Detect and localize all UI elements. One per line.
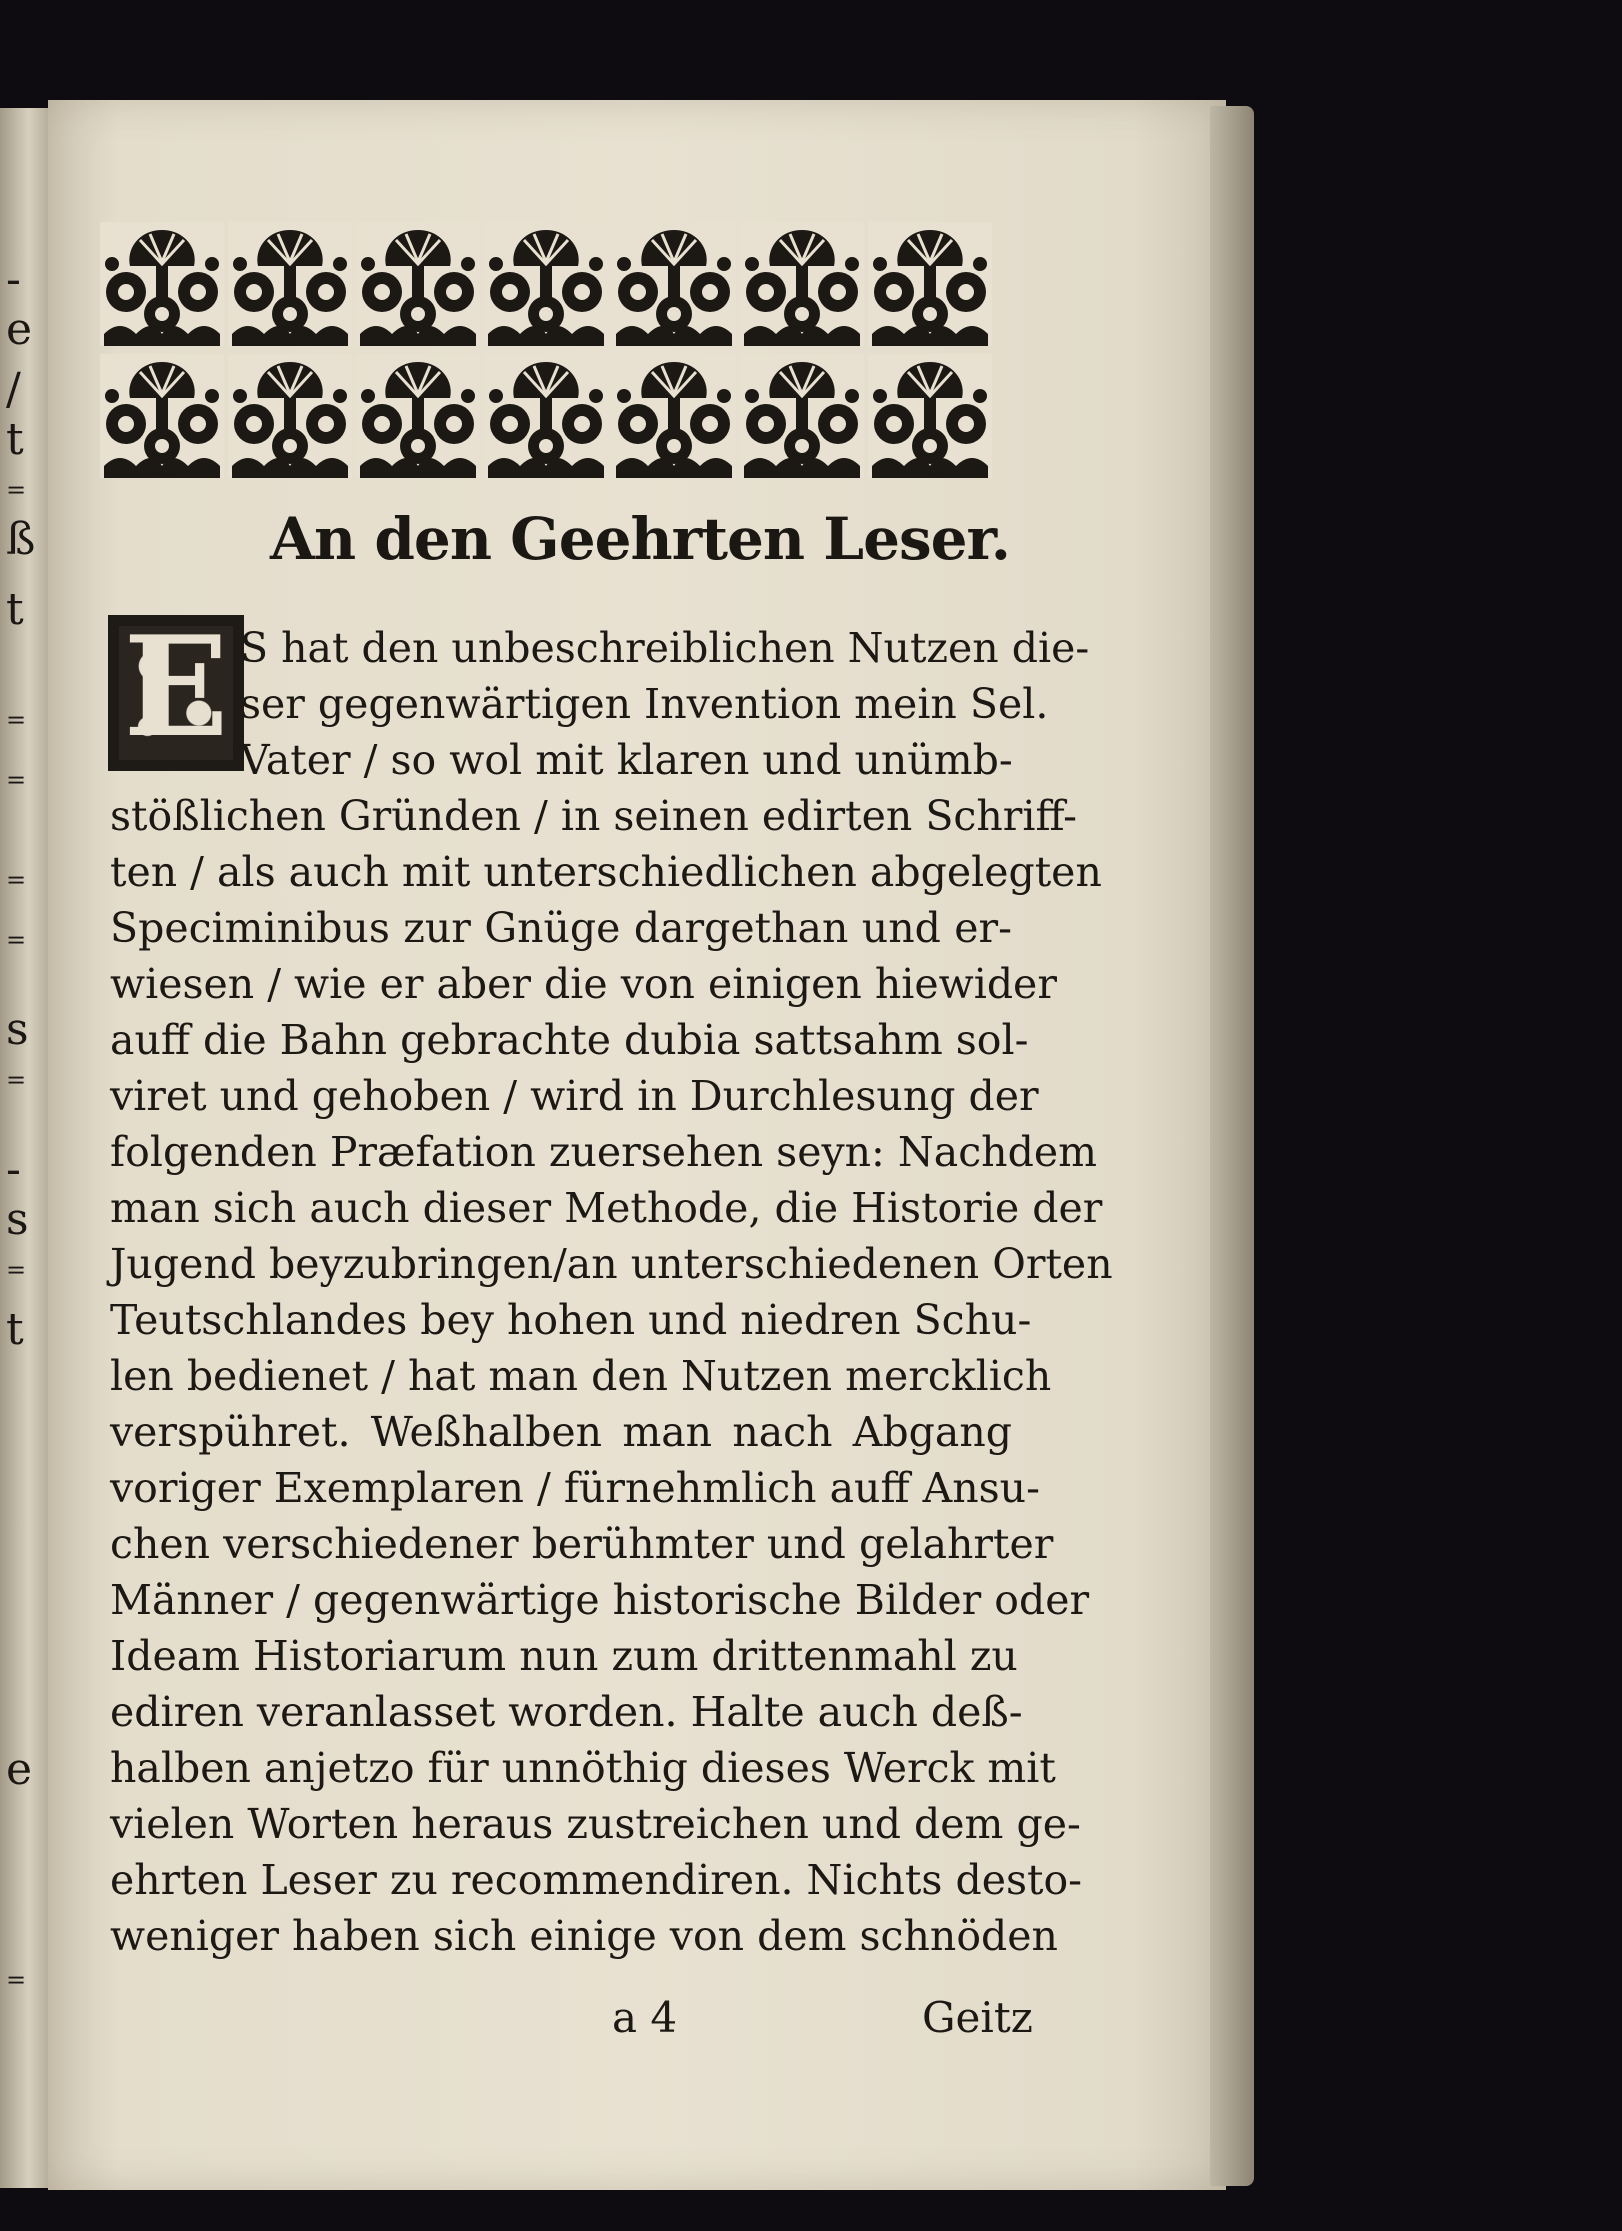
text-line: voriger Exemplaren / fürnehmlich auff Ansu- bbox=[110, 1464, 1040, 1512]
text-line: man sich auch dieser Methode, die Historie der bbox=[110, 1184, 1103, 1232]
facing-page-fragment: s bbox=[6, 1194, 29, 1245]
text-line: Speciminibus zur Gnüge dargethan und er- bbox=[110, 904, 1012, 952]
decorated-initial bbox=[108, 605, 244, 771]
facing-page-edge bbox=[0, 108, 48, 2188]
facing-page-fragment: = bbox=[6, 1966, 27, 1994]
text-line: folgenden Præfation zuersehen seyn: Nachdem bbox=[110, 1128, 1097, 1176]
text-line: len bedienet / hat man den Nutzen mercklich bbox=[110, 1352, 1052, 1400]
facing-page-fragment: = bbox=[6, 1066, 27, 1094]
facing-page-fragment: / bbox=[6, 364, 21, 415]
text-line: Vater / so wol mit klaren und unümb- bbox=[240, 736, 1013, 784]
facing-page-fragment: = bbox=[6, 866, 27, 894]
text-line: chen verschiedener berühmter und gelahrter bbox=[110, 1520, 1054, 1568]
text-line: Ideam Historiarum nun zum drittenmahl zu bbox=[110, 1632, 1018, 1680]
facing-page-fragment: s bbox=[6, 1004, 29, 1055]
facing-page-fragment: t bbox=[6, 414, 24, 465]
text-line: ten / als auch mit unterschiedlichen abgelegten bbox=[110, 848, 1102, 896]
ornamental-headpiece bbox=[100, 222, 1000, 482]
facing-page-fragment: = bbox=[6, 1256, 27, 1284]
text-line: Teutschlandes bey hohen und niedren Schu- bbox=[110, 1296, 1032, 1344]
text-line: auff die Bahn gebrachte dubia sattsahm sol- bbox=[110, 1016, 1029, 1064]
text-line: S hat den unbeschreiblichen Nutzen die- bbox=[240, 624, 1090, 672]
text-line: ehrten Leser zu recommendiren. Nichts desto- bbox=[110, 1856, 1083, 1904]
initial-letter: E bbox=[123, 605, 229, 768]
text-line: ediren veranlasset worden. Halte auch deß- bbox=[110, 1688, 1023, 1736]
text-line: wiesen / wie er aber die von einigen hiewider bbox=[110, 960, 1057, 1008]
signature-mark: a 4 bbox=[612, 1993, 678, 2042]
facing-page-fragment: = bbox=[6, 926, 27, 954]
text-line: vielen Worten heraus zustreichen und dem ge- bbox=[110, 1800, 1081, 1848]
facing-page-fragment: ß bbox=[6, 514, 36, 565]
text-line: ser gegenwärtigen Invention mein Sel. bbox=[240, 680, 1049, 728]
facing-page-fragment: - bbox=[6, 1144, 21, 1195]
text-line: viret und gehoben / wird in Durchlesung der bbox=[110, 1072, 1039, 1120]
text-line: halben anjetzo für unnöthig dieses Werck mit bbox=[110, 1744, 1056, 1792]
text-line: stößlichen Gründen / in seinen edirten Schriff- bbox=[110, 792, 1078, 840]
facing-page-fragment: = bbox=[6, 706, 27, 734]
facing-page-fragment: - bbox=[6, 254, 21, 305]
page-stack-edge bbox=[1210, 106, 1254, 2186]
text-line: weniger haben sich einige von dem schnöden bbox=[110, 1912, 1058, 1960]
facing-page-fragment: e bbox=[6, 304, 33, 355]
facing-page-fragment: t bbox=[6, 584, 24, 635]
text-line: verspühret. Weßhalben man nach Abgang bbox=[110, 1408, 1012, 1456]
text-line: Jugend beyzubringen/an unterschiedenen Orten bbox=[110, 1240, 1113, 1288]
facing-page-fragment: = bbox=[6, 766, 27, 794]
facing-page-fragment: e bbox=[6, 1744, 33, 1795]
catchword: Geitz bbox=[922, 1993, 1033, 2042]
facing-page-fragment: t bbox=[6, 1304, 24, 1355]
page-heading: An den Geehrten Leser. bbox=[270, 505, 1010, 573]
text-line: Männer / gegenwärtige historische Bilder oder bbox=[110, 1576, 1090, 1624]
facing-page-fragment: = bbox=[6, 476, 27, 504]
